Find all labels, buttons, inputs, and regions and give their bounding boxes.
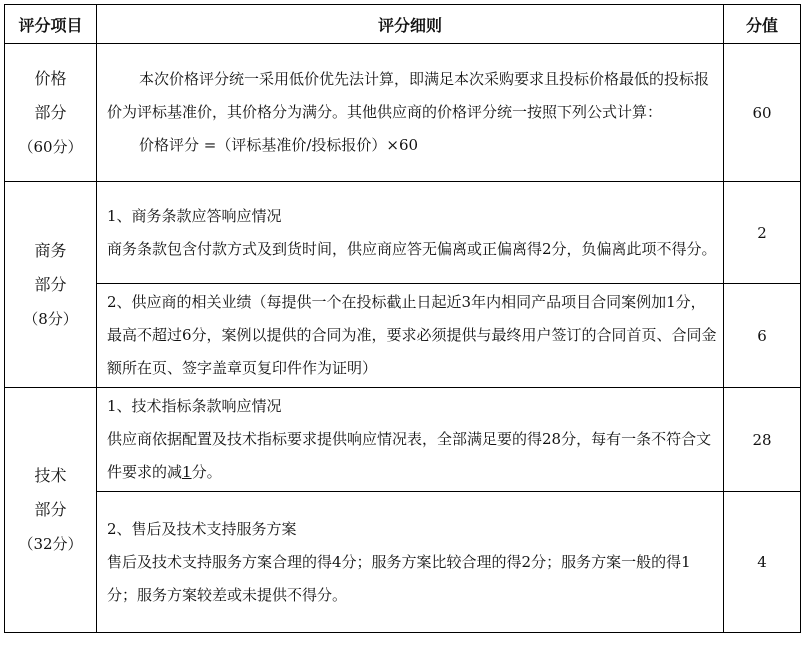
header-score: 分值 [724,5,801,44]
technical-detail-1 [97,388,724,492]
technical-title-1: 1、技术指标条款响应情况 [107,397,282,415]
business-cat-line3: （8分） [23,309,78,328]
technical-text-2: 售后及技术支持服务方案合理的得4分；服务方案比较合理的得2分；服务方案一般的得1分；服务方案较差或未提供不得分。 [107,552,691,604]
technical-row-2 [5,492,801,633]
price-row [5,44,801,182]
business-row-2 [5,284,801,388]
price-detail [97,44,724,182]
price-score: 60 [724,44,801,182]
business-detail-2 [97,284,724,388]
technical-row-1 [5,388,801,492]
technical-detail-2 [97,492,724,633]
technical-cat-line1: 技术 [34,466,67,485]
header-detail: 评分细则 [97,5,724,44]
header-item: 评分项目 [5,5,97,44]
technical-text-1-after: 分。 [191,463,222,481]
technical-cat-line2: 部分 [34,500,67,519]
price-formula: 价格评分 =（评标基准价/投标报价）×60 [139,136,419,154]
business-category [5,182,97,388]
technical-text-1-before: 供应商依据配置及技术指标要求提供响应情况表，全部满足要的得28分，每有一条不符合文件要求的减 [107,430,712,481]
technical-cat-line3: （32分） [18,535,83,553]
business-cat-line2: 部分 [34,274,67,294]
technical-text-1-underlined: 1 [182,463,192,481]
business-row-1 [5,182,801,284]
price-cat-line3: （60分） [18,137,83,156]
price-cat-line2: 部分 [34,102,67,122]
price-cat-line1: 价格 [34,68,67,88]
price-category [5,44,97,182]
business-detail-1 [97,182,724,284]
header-row [5,5,801,44]
business-text-2: 2、供应商的相关业绩（每提供一个在投标截止日起近3年内相同产品项目合同案例加1分，最高不超过6分，案例以提供的合同为准，要求必须提供与最终用户签订的合同首页、合同金额所在页、签字盖章页复印件作为证明） [107,293,717,377]
technical-category [5,388,97,633]
scoring-table [4,4,801,633]
business-score-2: 6 [724,284,801,388]
business-text-1: 商务条款包含付款方式及到货时间，供应商应答无偏离或正偏离得2分，负偏离此项不得分。 [107,239,717,258]
business-score-1: 2 [724,182,801,284]
technical-score-2: 4 [724,492,801,633]
price-text: 本次价格评分统一采用低价优先法计算，即满足本次采购要求且投标价格最低的投标报价为评标基准价，其价格分为满分。其他供应商的价格评分统一按照下列公式计算： [107,70,710,121]
technical-text-1 [107,423,717,489]
technical-title-2: 2、售后及技术支持服务方案 [107,519,297,538]
business-title-1: 1、商务条款应答响应情况 [107,206,282,225]
technical-score-1: 28 [724,388,801,492]
business-cat-line1: 商务 [34,240,67,260]
